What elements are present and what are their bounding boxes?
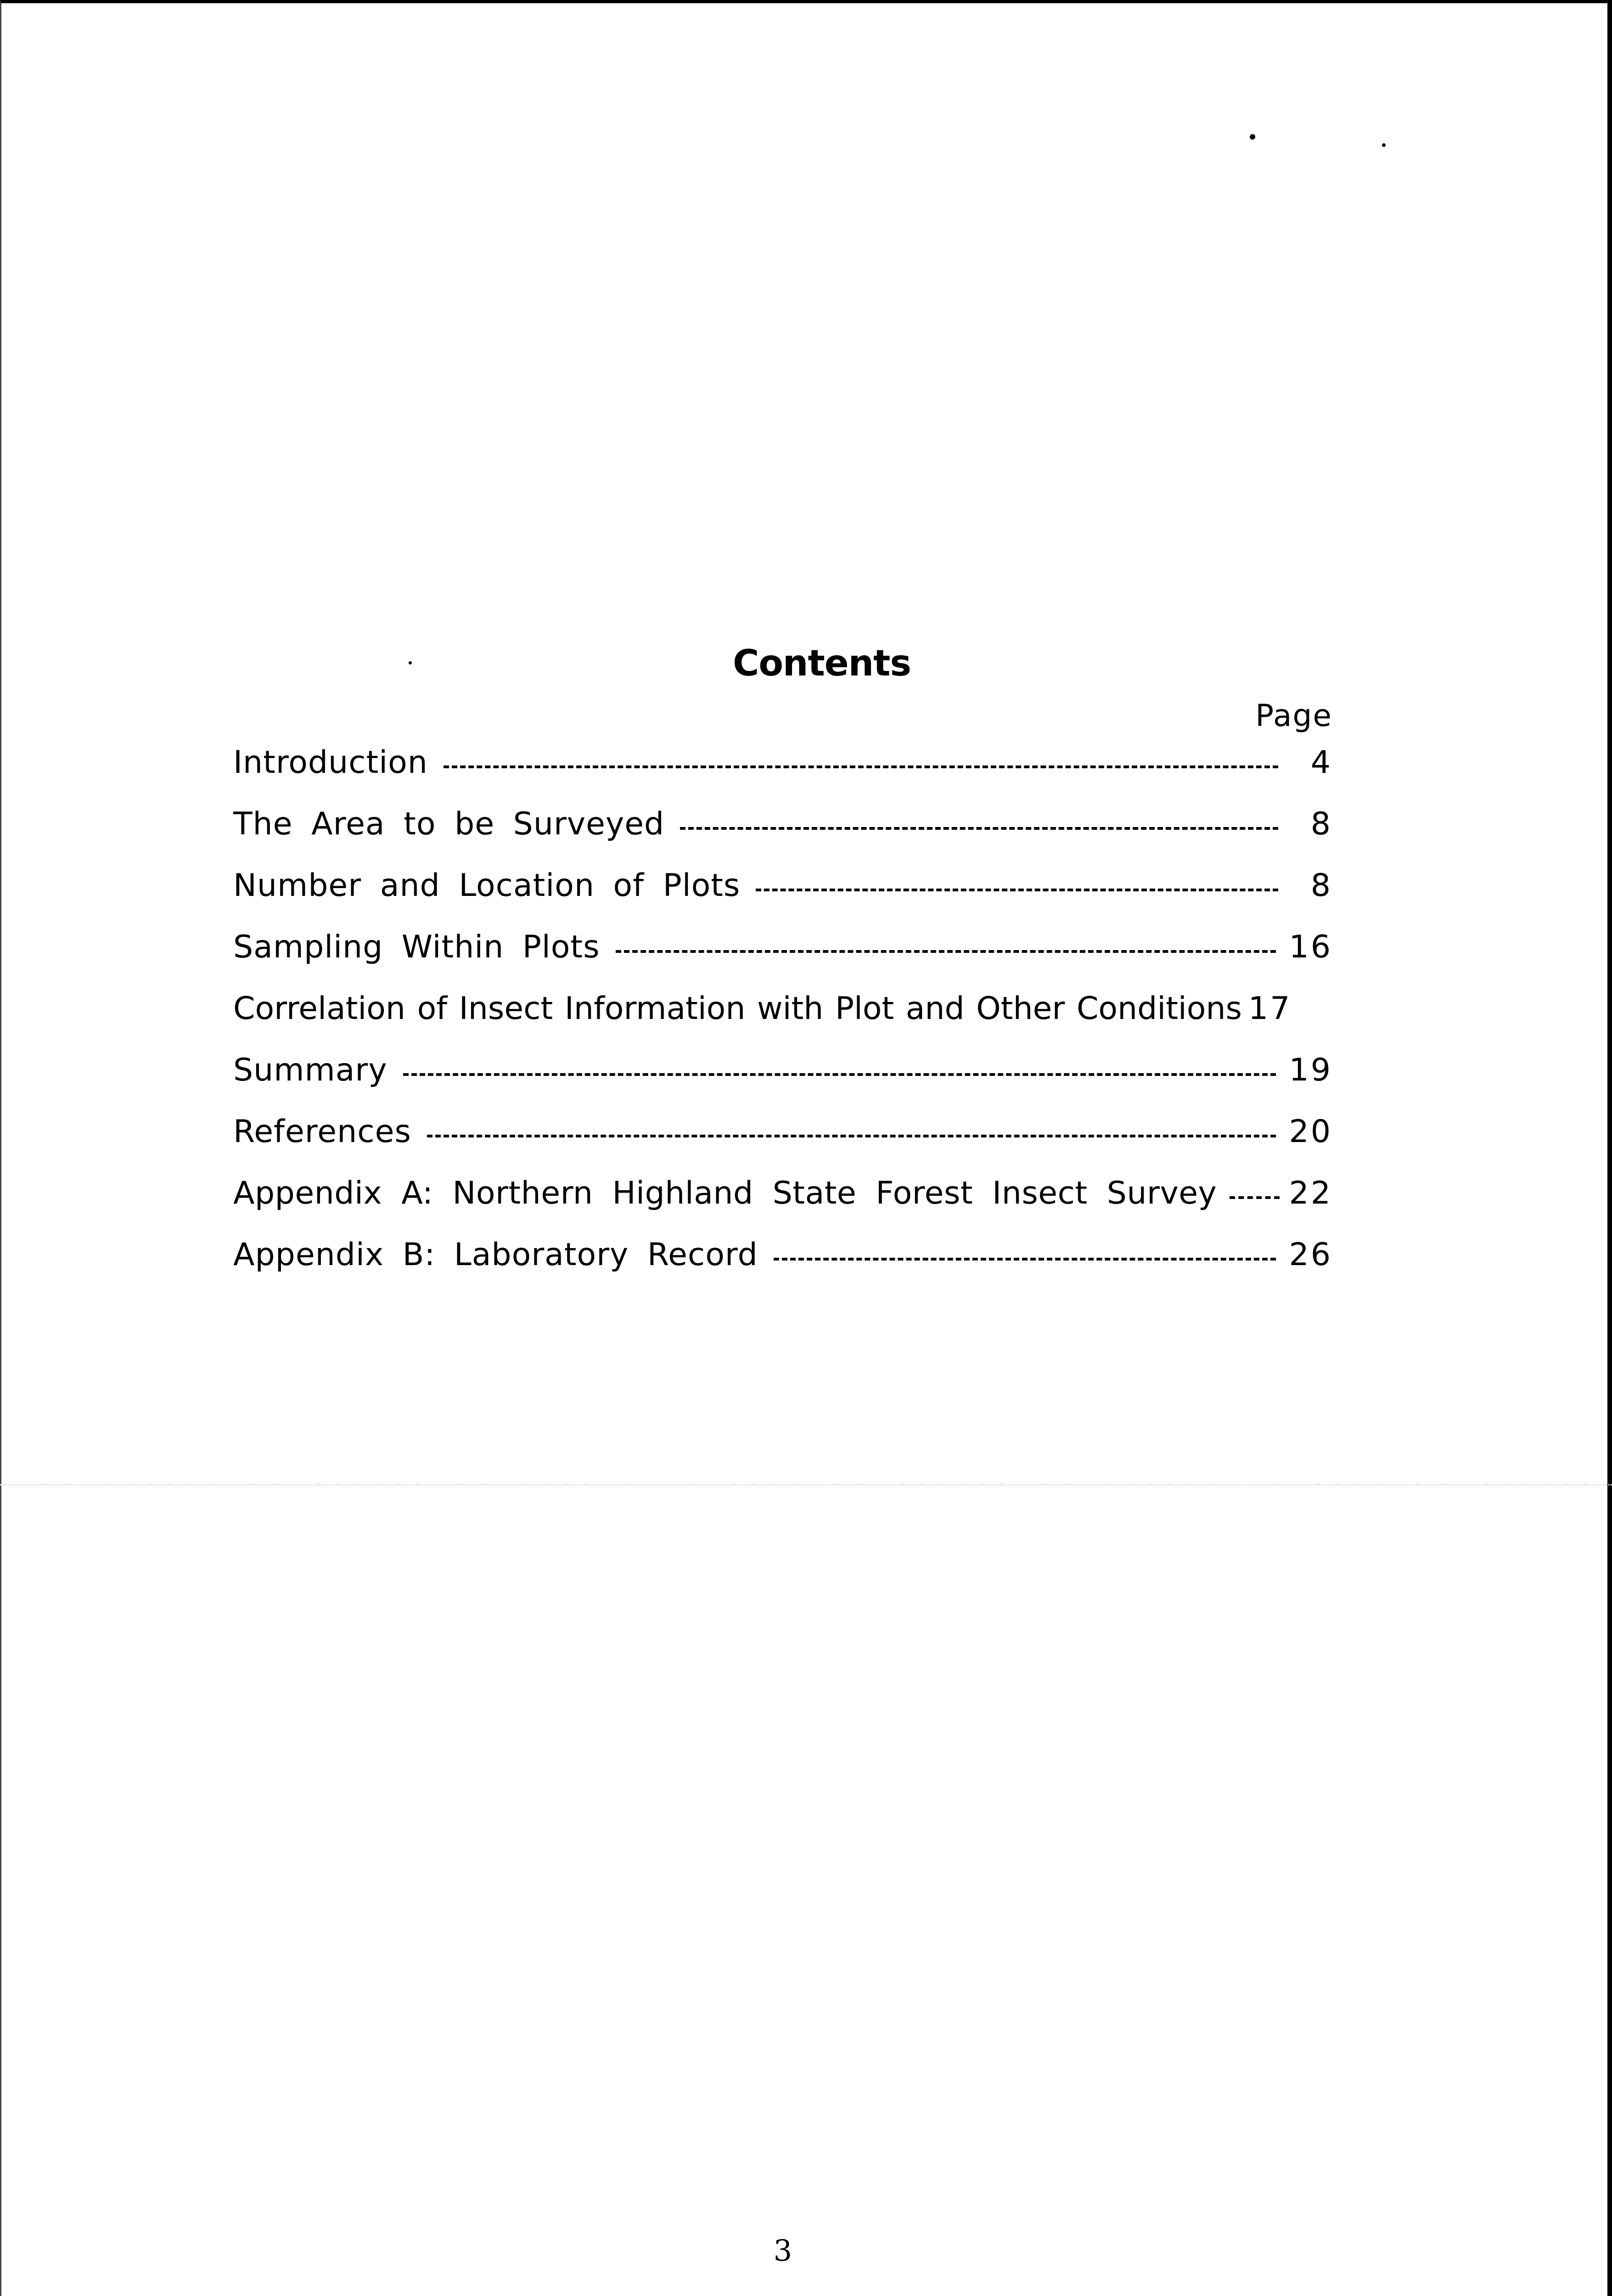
toc-entry-correlation-of-insect-information[interactable] bbox=[233, 986, 1332, 1047]
toc-entry-introduction[interactable] bbox=[233, 740, 1332, 801]
dot-leader bbox=[756, 889, 1278, 891]
toc-entry-label: Summary bbox=[233, 1052, 388, 1088]
toc-entry-area-to-be-surveyed[interactable] bbox=[233, 801, 1332, 863]
scan-speck bbox=[1250, 134, 1255, 140]
toc-entry-label: The Area to be Surveyed bbox=[233, 806, 665, 842]
dot-leader bbox=[616, 950, 1276, 953]
toc-entry-sampling-within-plots[interactable] bbox=[233, 924, 1332, 986]
page-number: 3 bbox=[773, 2234, 792, 2268]
toc-entry-label: Number and Location of Plots bbox=[233, 867, 741, 904]
dot-leader bbox=[403, 1073, 1276, 1076]
toc-entry-page: 22 bbox=[1289, 1175, 1332, 1211]
toc-entry-number-and-location-of-plots[interactable] bbox=[233, 863, 1332, 924]
toc-entry-label: Correlation of Insect Information with Plot and Other Conditions bbox=[233, 990, 1242, 1027]
toc-entry-label: References bbox=[233, 1114, 411, 1150]
toc-entry-label: Introduction bbox=[233, 744, 428, 781]
toc-title: Contents bbox=[733, 643, 911, 684]
toc-entry-page: 17 bbox=[1248, 990, 1292, 1027]
toc-entry-page: 26 bbox=[1289, 1237, 1332, 1273]
dot-leader bbox=[427, 1135, 1276, 1137]
toc-entry-references[interactable] bbox=[233, 1109, 1332, 1171]
dot-leader bbox=[774, 1258, 1276, 1261]
toc-entry-page: 8 bbox=[1310, 806, 1332, 842]
toc-entry-label: Sampling Within Plots bbox=[233, 929, 600, 965]
dot-leader bbox=[680, 827, 1278, 830]
toc-entry-appendix-b[interactable] bbox=[233, 1232, 1332, 1294]
toc-entry-page: 8 bbox=[1310, 867, 1332, 904]
toc-entry-appendix-a[interactable] bbox=[233, 1171, 1332, 1232]
toc-entry-page: 16 bbox=[1289, 929, 1332, 965]
table-of-contents bbox=[233, 641, 1332, 1294]
toc-entry-page: 19 bbox=[1289, 1052, 1332, 1088]
toc-entry-page: 4 bbox=[1310, 744, 1332, 781]
scan-speck bbox=[1382, 143, 1386, 147]
toc-entry-page: 20 bbox=[1289, 1114, 1332, 1150]
page-column-header: Page bbox=[1255, 698, 1332, 733]
toc-entry-label: Appendix B: Laboratory Record bbox=[233, 1237, 758, 1273]
dot-leader bbox=[444, 765, 1278, 768]
fold-line bbox=[0, 1484, 1612, 1486]
dot-leader bbox=[1230, 1196, 1280, 1199]
toc-entry-summary[interactable] bbox=[233, 1047, 1332, 1109]
toc-list bbox=[233, 740, 1332, 1294]
toc-entry-label: Appendix A: Northern Highland State Forest Insect Survey bbox=[233, 1175, 1217, 1211]
